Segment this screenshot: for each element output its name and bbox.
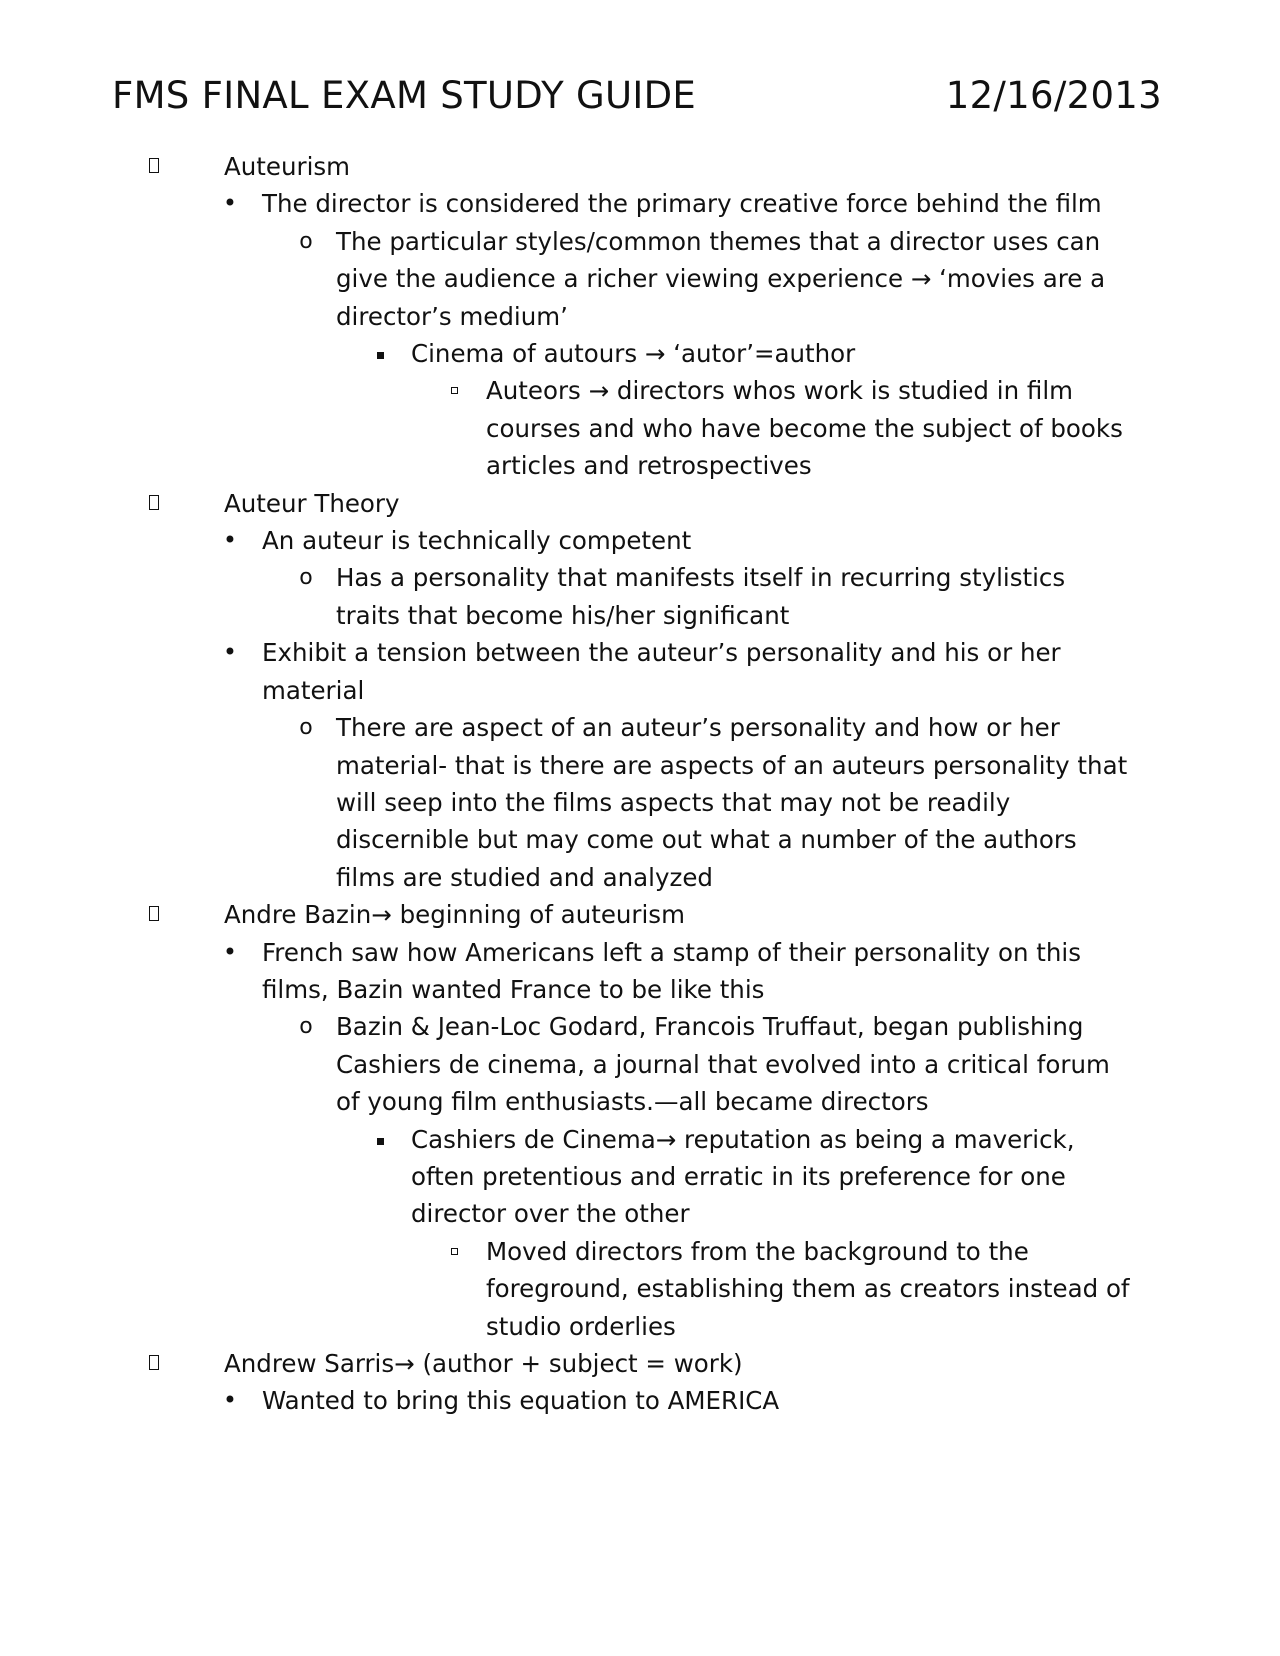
outline-item-level-3 bbox=[0, 223, 1280, 335]
missing-glyph-box-icon bbox=[142, 1345, 166, 1383]
outline-item-text: Auteors → directors whos work is studied in film courses and who have become the subject of books articles and retrospectives bbox=[486, 376, 1123, 481]
hollow-square-bullet-icon bbox=[442, 372, 466, 409]
missing-glyph-box-icon bbox=[142, 485, 166, 523]
outline-item-text: An auteur is technically competent bbox=[262, 526, 692, 556]
hollow-square-bullet-icon bbox=[442, 1233, 466, 1270]
filled-round-bullet-icon: • bbox=[222, 1386, 238, 1415]
outline-item-level-2 bbox=[0, 934, 1280, 1009]
filled-round-bullet-icon: • bbox=[222, 638, 238, 667]
outline-item-level-3 bbox=[0, 1008, 1280, 1120]
outline-item-text: French saw how Americans left a stamp of their personality on this films, Bazin wanted France to be like this bbox=[262, 937, 1081, 1004]
outline-item-text: Bazin & Jean-Loc Godard, Francois Truffaut, began publishing Cashiers de cinema, a journal that evolved into a critical forum of young film enthusiasts.—all became directors bbox=[336, 1012, 1110, 1117]
filled-square-bullet-icon bbox=[368, 1121, 392, 1158]
outline-item-text: Andrew Sarris→ (author + subject = work) bbox=[224, 1349, 743, 1378]
outline-item-level-1 bbox=[0, 1345, 1280, 1382]
outline-item-text: The director is considered the primary creative force behind the film bbox=[262, 189, 1102, 219]
outline-list bbox=[0, 148, 1280, 1420]
outline-item-level-4 bbox=[0, 1121, 1280, 1233]
letter-o-bullet-icon: o bbox=[299, 228, 313, 254]
document-title: FMS FINAL EXAM STUDY GUIDE bbox=[112, 74, 697, 117]
missing-glyph-box-icon bbox=[142, 148, 166, 186]
letter-o-bullet-icon: o bbox=[299, 715, 313, 741]
filled-round-bullet-icon: • bbox=[222, 189, 238, 218]
filled-square-bullet-icon bbox=[368, 335, 392, 372]
outline-item-text: Auteur Theory bbox=[224, 488, 400, 518]
outline-item-level-1 bbox=[0, 896, 1280, 933]
outline-item-level-1 bbox=[0, 485, 1280, 522]
filled-round-bullet-icon: • bbox=[222, 526, 238, 555]
outline-item-level-5 bbox=[0, 1233, 1280, 1345]
outline-item-level-4 bbox=[0, 335, 1280, 372]
outline-item-text: There are aspect of an auteur’s personality and how or her material- that is there are aspects of an auteurs personality that will seep into the films aspects that may not be readily discernible but may come out what a number of the authors films are studied and analyzed bbox=[336, 713, 1128, 892]
outline-item-level-5 bbox=[0, 372, 1280, 484]
outline-item-text: Has a personality that manifests itself in recurring stylistics traits that become his/her significant bbox=[336, 563, 1066, 630]
outline-item-text: Cashiers de Cinema→ reputation as being a maverick, often pretentious and erratic in its preference for one director over the other bbox=[411, 1124, 1075, 1229]
letter-o-bullet-icon: o bbox=[299, 1014, 313, 1040]
outline-item-text: Cinema of autours → ‘autor’=author bbox=[411, 339, 856, 369]
outline-item-level-2 bbox=[0, 634, 1280, 709]
outline-item-text: Moved directors from the background to the foreground, establishing them as creators instead of studio orderlies bbox=[486, 1236, 1130, 1341]
outline-item-level-3 bbox=[0, 709, 1280, 896]
outline-item-text: Auteurism bbox=[224, 152, 351, 181]
missing-glyph-box-icon bbox=[142, 896, 166, 934]
outline-item-level-3 bbox=[0, 559, 1280, 634]
outline-item-text: Andre Bazin→ beginning of auteurism bbox=[224, 900, 685, 930]
document-header bbox=[112, 74, 1162, 126]
outline-item-text: The particular styles/common themes that a director uses can give the audience a richer viewing experience → ‘movies are a director’s medium’ bbox=[336, 226, 1106, 331]
filled-round-bullet-icon: • bbox=[222, 937, 238, 966]
outline-item-text: Exhibit a tension between the auteur’s personality and his or her material bbox=[262, 638, 1061, 705]
document-date: 12/16/2013 bbox=[945, 74, 1162, 117]
outline-item-level-2 bbox=[0, 1382, 1280, 1419]
outline-item-text: Wanted to bring this equation to AMERICA bbox=[262, 1386, 780, 1416]
letter-o-bullet-icon: o bbox=[299, 565, 313, 591]
outline-item-level-2 bbox=[0, 522, 1280, 559]
outline-item-level-1 bbox=[0, 148, 1280, 185]
outline-item-level-2 bbox=[0, 185, 1280, 222]
